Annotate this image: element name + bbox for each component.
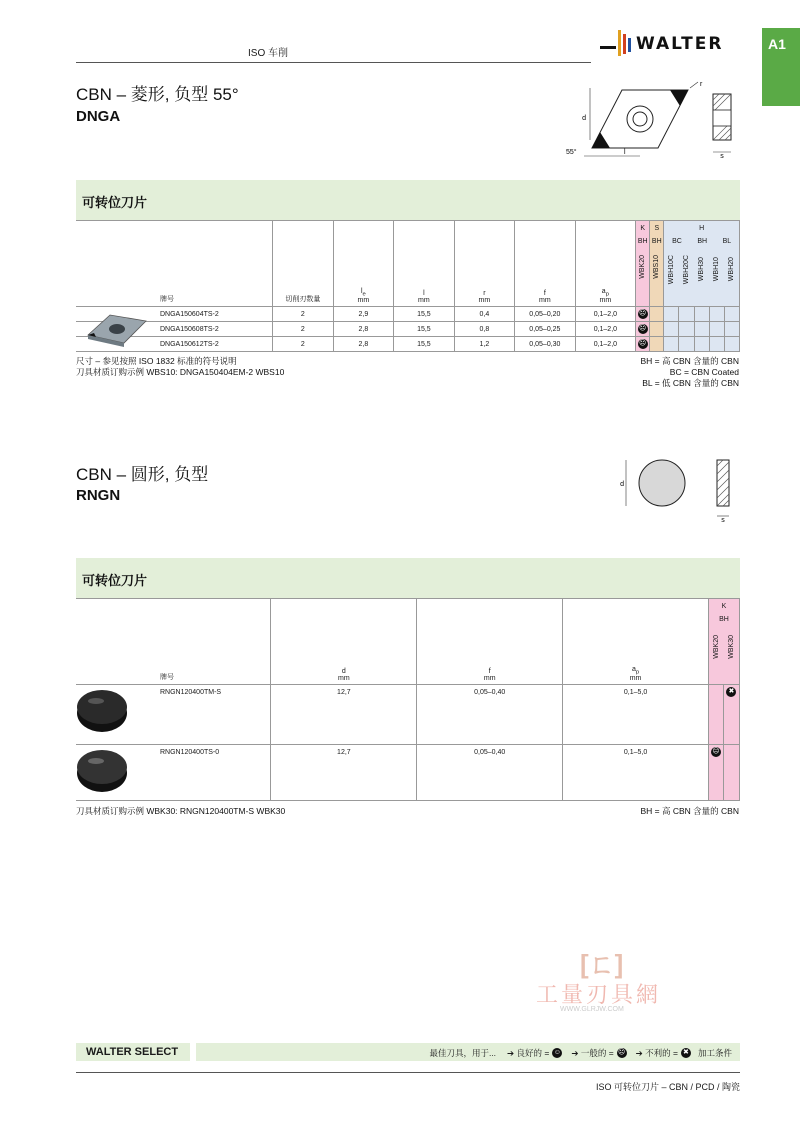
legend-good: ➔ 良好的 = — [507, 1048, 550, 1058]
cell-wbk30 — [723, 685, 739, 745]
dnga-note-dimensions: 尺寸 – 参见按照 ISO 1832 标准的符号说明 — [76, 356, 237, 366]
cell-wbh20c — [679, 337, 694, 352]
grade-col-wbk20 — [636, 221, 650, 307]
dnga-dim-d: d — [582, 115, 586, 122]
col-f-label: f — [543, 290, 546, 297]
col-r — [454, 221, 515, 307]
col-le-sub: e — [362, 291, 366, 297]
dnga-dim-l: l — [624, 149, 626, 156]
legend-normal: ➔ 一般的 = — [571, 1048, 614, 1058]
col-edges: 切削刃数量 — [273, 221, 334, 307]
header-rule — [76, 62, 591, 63]
cell-l: 15,5 — [394, 322, 455, 337]
grade-wbh10: WBH10 — [713, 257, 721, 282]
rngn-legend-bh: BH = 高 CBN 含量的 CBN — [640, 806, 739, 816]
footer-brand-band — [76, 1043, 190, 1061]
cell-le: 2,8 — [333, 337, 394, 352]
col-designation: 牌号 — [76, 599, 271, 685]
cell-wbh20 — [724, 322, 739, 337]
col-ap: $a_p$ mm — [575, 221, 636, 307]
dnga-title: CBN – 菱形, 负型 55° — [76, 85, 239, 104]
cell-ap: 0,1–5,0 — [563, 745, 709, 801]
cell-l: 15,5 — [394, 337, 455, 352]
col-f-label: f — [488, 668, 491, 675]
col-l-unit: mm — [418, 297, 430, 304]
rngn-dim-s: s — [721, 517, 725, 524]
cell-wbk20 — [636, 322, 650, 337]
legend-bc: BC = CBN Coated — [669, 367, 739, 377]
col-le — [333, 221, 394, 307]
cell-d: 12,7 — [271, 685, 417, 745]
footer-rule — [76, 1072, 740, 1073]
grade-col-k — [708, 599, 739, 685]
group-k-bh: BH — [637, 238, 648, 245]
product-code: DNGA150612TS-2 — [160, 340, 219, 348]
group-h-bc: BC — [672, 238, 682, 245]
header-section-title: ISO 车削 — [248, 48, 289, 59]
cell-wbk20 — [708, 745, 723, 801]
cell-wbk20 — [636, 337, 650, 352]
table-row — [76, 745, 740, 801]
rngn-note-order-example: 刀具材质订购示例 WBK30: RNGN120400TM-S WBK30 — [76, 806, 286, 816]
cell-wbk20 — [708, 685, 723, 745]
dnga-insert-photo — [80, 309, 154, 349]
table-row — [76, 685, 740, 745]
col-d — [271, 599, 417, 685]
col-f-unit: mm — [483, 675, 496, 682]
cell-le: 2,8 — [333, 322, 394, 337]
group-h-bl: BL — [722, 238, 732, 245]
group-k: K — [721, 603, 727, 610]
footer-legend-band — [196, 1043, 740, 1061]
cell-wbh10 — [709, 322, 724, 337]
neutral-face-icon: ☹ — [712, 748, 720, 755]
product-code: DNGA150608TS-2 — [160, 325, 219, 333]
dnga-band-label: 可转位刀片 — [82, 195, 148, 210]
dnga-dim-s: s — [720, 153, 724, 160]
col-l — [394, 221, 455, 307]
cell-edges: 2 — [273, 322, 334, 337]
col-le-letter: l — [360, 287, 363, 295]
cell-wbh10c — [664, 322, 679, 337]
cell-wbs10 — [650, 322, 664, 337]
watermark-logo-icon: [ㄈ] — [580, 949, 624, 979]
rngn-insert-photo — [76, 747, 130, 793]
cell-l: 15,5 — [394, 307, 455, 322]
cell-wbh20c — [679, 322, 694, 337]
cell-r: 0,8 — [454, 322, 515, 337]
row-name — [76, 307, 273, 322]
unfavourable-icon: ✖ — [681, 1048, 691, 1058]
rngn-table — [76, 598, 740, 801]
product-code: RNGN120400TS-0 — [160, 749, 220, 756]
group-h-bh: BH — [697, 238, 708, 245]
cell-f: 0,05–0,25 — [515, 322, 576, 337]
neutral-face-icon: ☹ — [618, 1049, 626, 1056]
group-k: K — [640, 225, 646, 232]
smile-icon: ☺ — [553, 1049, 561, 1056]
watermark-url: WWW.GLRJW.COM — [560, 1006, 624, 1013]
col-designation: 牌号 — [76, 221, 273, 307]
rngn-title: CBN – 圆形, 负型 — [76, 465, 209, 484]
dnga-dim-r: r — [700, 81, 703, 88]
cell-wbk20 — [636, 307, 650, 322]
neutral-face-icon: ☹ — [639, 325, 647, 332]
col-ap-unit: mm — [599, 297, 612, 304]
cell-wbh30 — [694, 322, 709, 337]
col-r-label: r — [483, 290, 486, 297]
grade-wbh20: WBH20 — [727, 257, 735, 282]
cell-r: 0,4 — [454, 307, 515, 322]
cell-edges: 2 — [273, 337, 334, 352]
dnga-note-order-example: 刀具材质订购示例 WBS10: DNGA150404EM-2 WBS10 — [76, 367, 285, 377]
group-s-bh: BH — [651, 238, 662, 245]
watermark-text: 工量刃具網 — [536, 982, 662, 1007]
cell-wbh20c — [679, 307, 694, 322]
rngn-diagram — [620, 452, 745, 524]
col-d-unit: mm — [338, 675, 350, 682]
col-r-unit: mm — [478, 297, 491, 304]
grade-wbh20c: WBH20C — [683, 255, 691, 285]
cell-f: 0,05–0,20 — [515, 307, 576, 322]
col-f — [515, 221, 576, 307]
dnga-band — [76, 180, 740, 220]
neutral-face-icon: ☹ — [639, 310, 647, 317]
legend-bh: BH = 高 CBN 含量的 CBN — [640, 356, 739, 366]
cell-wbh10 — [709, 307, 724, 322]
cell-wbh30 — [694, 307, 709, 322]
dnga-note-left — [76, 356, 284, 378]
walter-logo-text: WALTER — [636, 34, 724, 54]
grade-col-h — [664, 221, 740, 307]
row-name — [76, 685, 271, 745]
footer-chapter-title: ISO 可转位刀片 – CBN / PCD / 陶瓷 — [595, 1082, 740, 1092]
cell-r: 1,2 — [454, 337, 515, 352]
dnga-note-right — [641, 356, 739, 389]
cell-d: 12,7 — [271, 745, 417, 801]
col-ap-sub: p — [605, 291, 609, 297]
walter-logo — [598, 28, 740, 58]
cell-wbh20 — [724, 307, 739, 322]
legend-conditions: 加工条件 — [697, 1048, 732, 1058]
grade-wbh30: WBH30 — [698, 257, 706, 282]
cell-f: 0,05–0,40 — [417, 745, 563, 801]
product-code: RNGN120400TM-S — [160, 689, 222, 696]
grade-wbk30: WBK30 — [727, 635, 735, 659]
legend-lead: 最佳刀具，用于... — [429, 1048, 497, 1058]
product-code: DNGA150604TS-2 — [160, 310, 219, 318]
cell-le: 2,9 — [333, 307, 394, 322]
cell-wbk30 — [723, 745, 739, 801]
col-d-label: d — [341, 668, 346, 675]
cell-f: 0,05–0,40 — [417, 685, 563, 745]
col-le-unit: mm — [357, 297, 370, 304]
col-ap: $a_p$ mm — [563, 599, 709, 685]
col-ap-sub: p — [635, 669, 640, 675]
cell-wbh20 — [724, 337, 739, 352]
table-row — [76, 322, 740, 337]
col-ap-unit: mm — [629, 675, 642, 682]
cell-wbs10 — [650, 337, 664, 352]
dnga-code: DNGA — [76, 108, 121, 125]
group-k-bh: BH — [719, 616, 729, 623]
rngn-band — [76, 558, 740, 598]
grade-wbs10: WBS10 — [653, 255, 661, 279]
group-h: H — [699, 225, 705, 232]
legend-bl: BL = 低 CBN 含量的 CBN — [642, 378, 739, 388]
table-row — [76, 307, 740, 322]
neutral-face-icon: ☹ — [639, 340, 647, 347]
footer-brand: WALTER SELECT — [86, 1046, 179, 1058]
grade-wbh10c: WBH10C — [668, 255, 676, 285]
cell-wbs10 — [650, 307, 664, 322]
grade-wbk20: WBK20 — [639, 255, 647, 279]
row-name — [76, 745, 271, 801]
dnga-dim-angle: 55° — [566, 149, 577, 156]
rngn-code: RNGN — [76, 487, 121, 504]
cell-edges: 2 — [273, 307, 334, 322]
cell-f: 0,05–0,30 — [515, 337, 576, 352]
cell-wbh10c — [664, 337, 679, 352]
rngn-dim-d: d — [620, 481, 624, 488]
cell-ap: 0,1–2,0 — [575, 322, 636, 337]
table-row — [76, 337, 740, 352]
col-f — [417, 599, 563, 685]
legend-bad: ➔ 不利的 = — [635, 1048, 678, 1058]
cell-ap: 0,1–2,0 — [575, 307, 636, 322]
cell-wbh30 — [694, 337, 709, 352]
dnga-table — [76, 220, 740, 352]
unfavourable-icon: ✖ — [726, 687, 736, 697]
col-f-unit: mm — [539, 297, 551, 304]
cell-wbh10c — [664, 307, 679, 322]
grade-wbk20: WBK20 — [712, 635, 720, 659]
cell-ap: 0,1–2,0 — [575, 337, 636, 352]
footer-legend — [429, 1047, 732, 1059]
chapter-tab: A1 — [762, 28, 800, 106]
rngn-insert-photo — [76, 687, 130, 733]
cell-ap: 0,1–5,0 — [563, 685, 709, 745]
rngn-band-label: 可转位刀片 — [82, 573, 148, 588]
cell-wbh10 — [709, 337, 724, 352]
dnga-diagram — [560, 80, 740, 160]
walter-logo-bars-icon — [598, 28, 634, 58]
group-s: S — [654, 225, 660, 232]
grade-col-wbs10 — [650, 221, 664, 307]
col-l-label: l — [423, 290, 425, 297]
watermark — [520, 944, 680, 1016]
